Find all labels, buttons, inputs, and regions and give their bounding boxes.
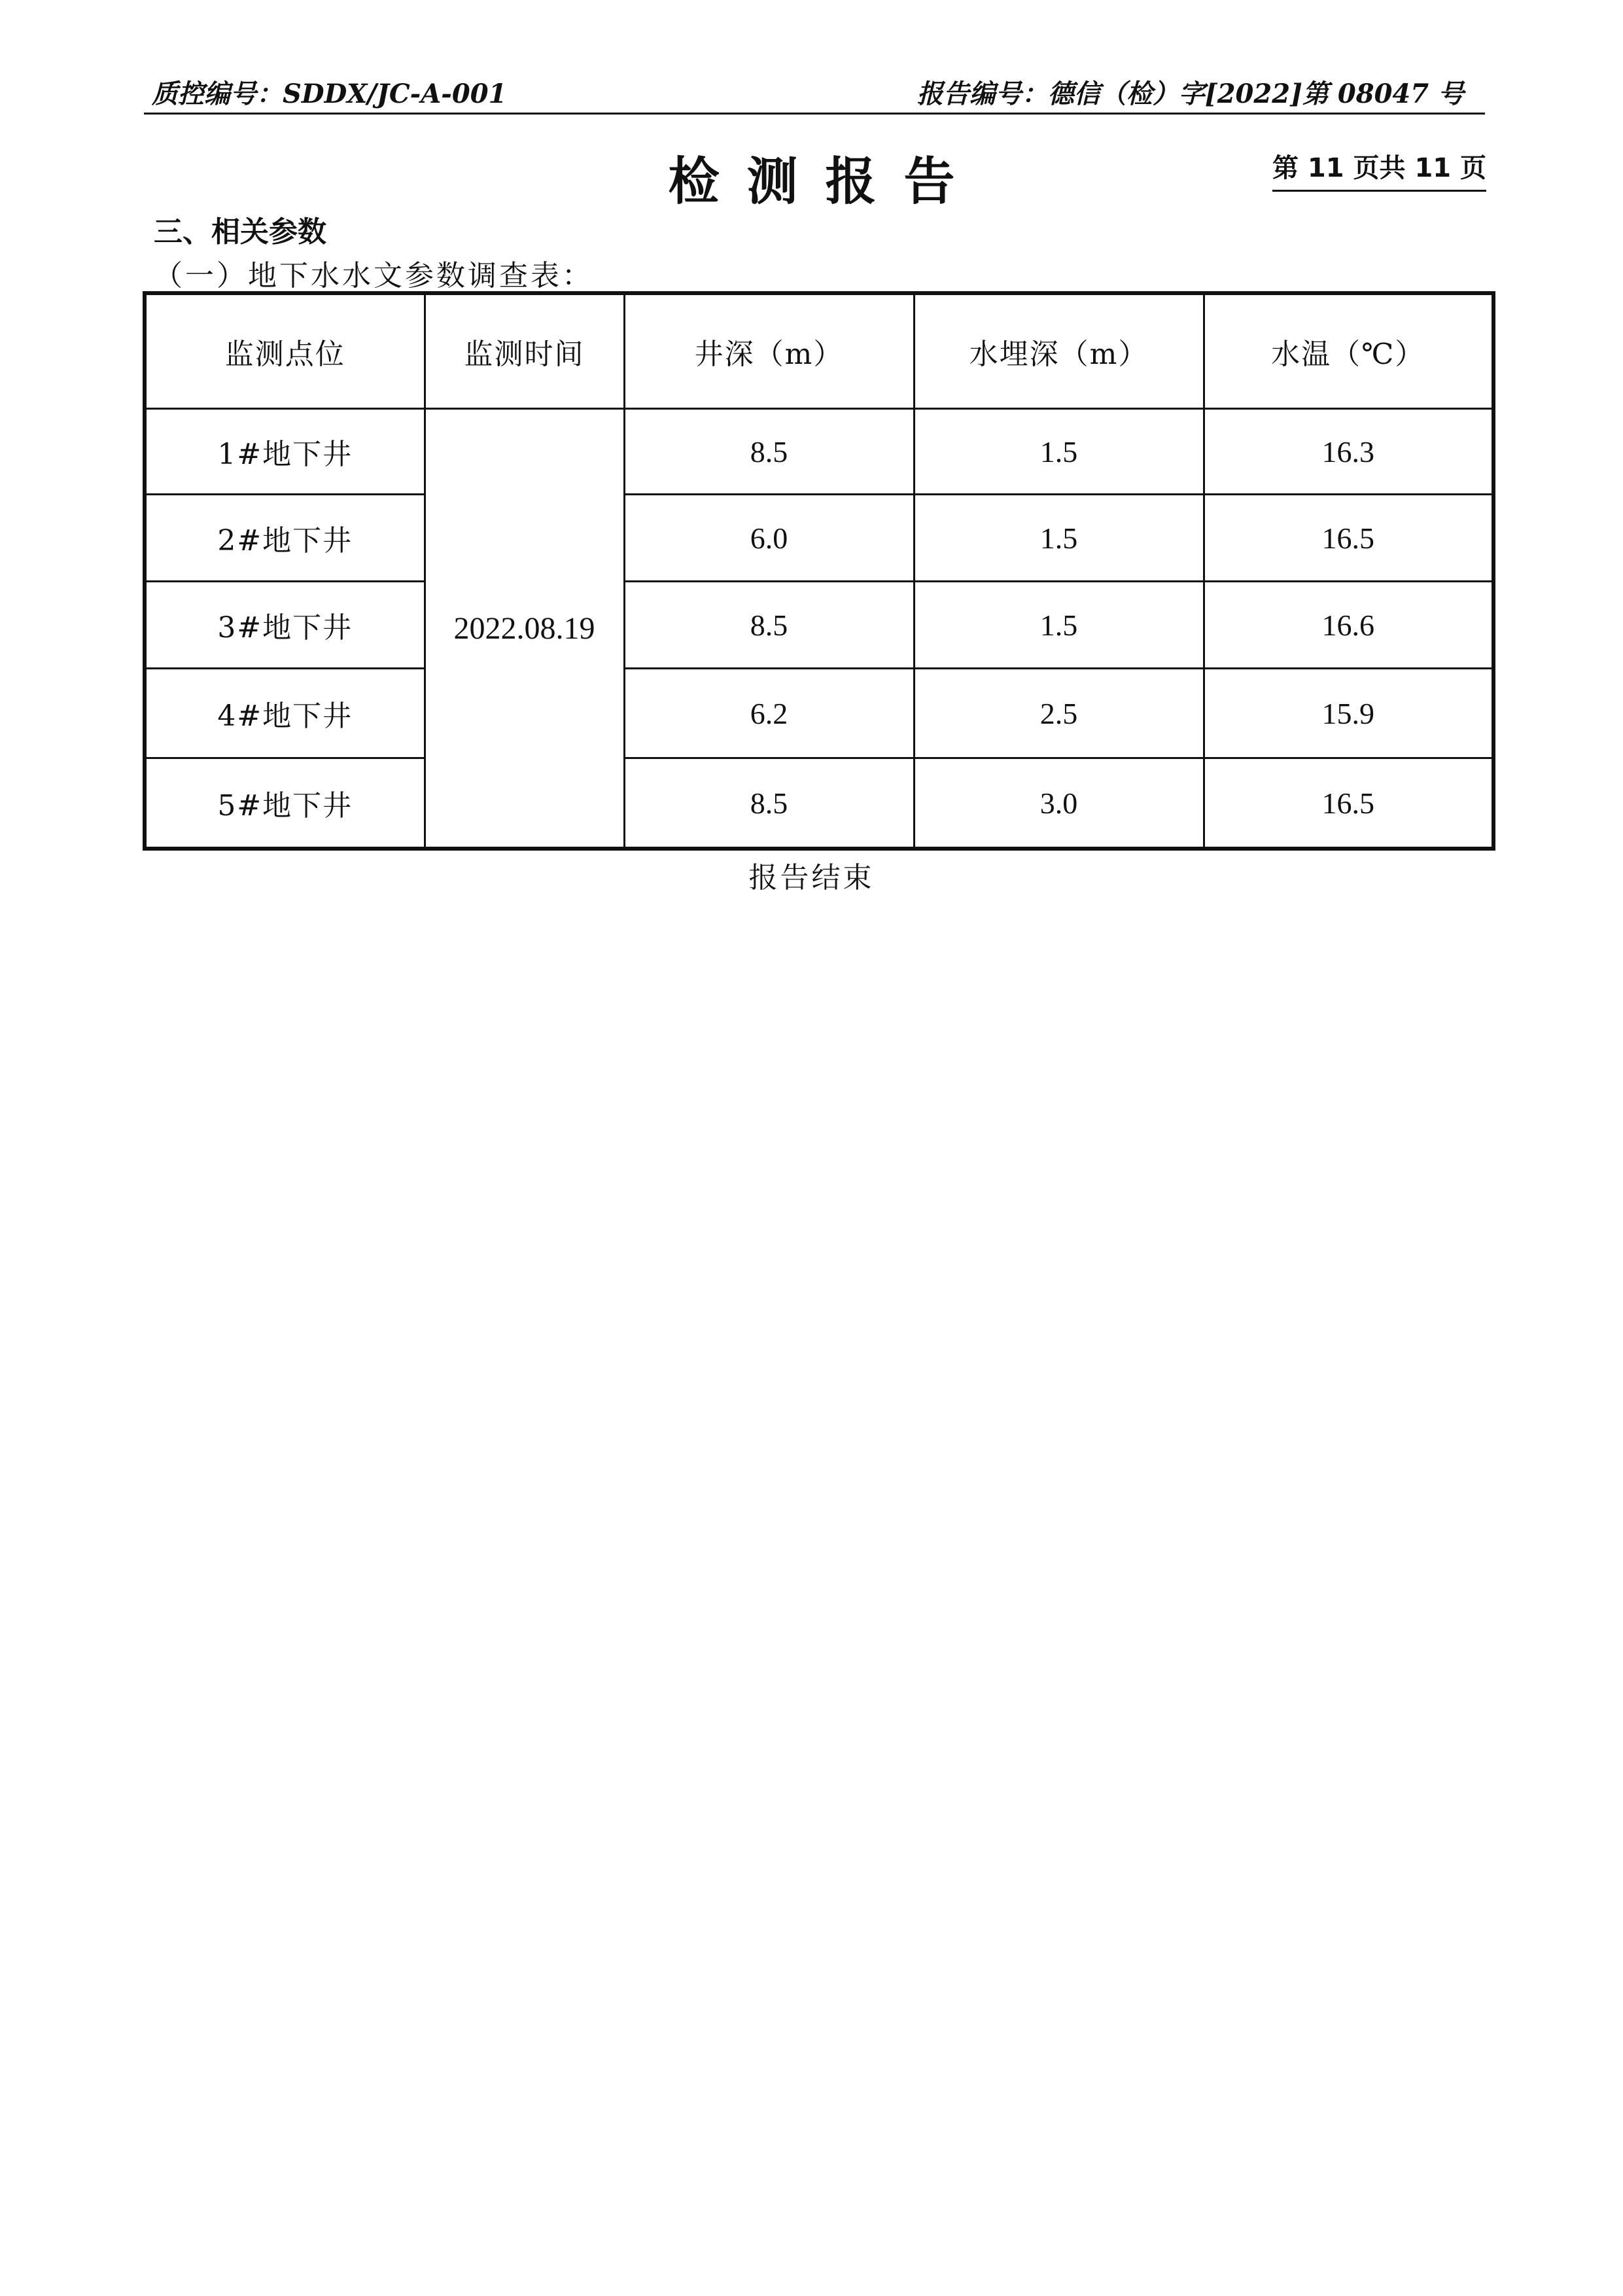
well-depth-cell: 8.5 xyxy=(624,582,914,669)
well-depth-cell: 8.5 xyxy=(624,409,914,495)
column-header-monitoring-time: 监测时间 xyxy=(425,293,624,409)
water-depth-cell: 2.5 xyxy=(914,669,1204,758)
monitoring-point-cell: 1#地下井 xyxy=(145,409,425,495)
table-row xyxy=(145,582,1493,669)
column-header-water-burial-depth: 水埋深（m） xyxy=(914,293,1204,409)
section-title: 三、相关参数 xyxy=(154,215,326,249)
table-row xyxy=(145,495,1493,582)
water-depth-cell: 1.5 xyxy=(914,495,1204,582)
monitoring-point-cell: 3#地下井 xyxy=(145,582,425,669)
water-depth-cell: 1.5 xyxy=(914,409,1204,495)
report-end-note: 报告结束 xyxy=(748,861,875,894)
column-header-monitoring-point: 监测点位 xyxy=(145,293,425,409)
column-header-water-temperature: 水温（℃） xyxy=(1204,293,1493,409)
water-temp-cell: 15.9 xyxy=(1204,669,1493,758)
monitoring-date-cell: 2022.08.19 xyxy=(425,409,624,849)
water-temp-cell: 16.5 xyxy=(1204,495,1493,582)
hydrology-table-container xyxy=(143,291,1492,851)
well-depth-cell: 6.2 xyxy=(624,669,914,758)
water-temp-cell: 16.5 xyxy=(1204,758,1493,849)
page-indicator: 第 11 页共 11 页 xyxy=(1272,147,1486,192)
water-temp-cell: 16.6 xyxy=(1204,582,1493,669)
subsection-title: （一）地下水水文参数调查表： xyxy=(154,259,593,292)
water-temp-cell: 16.3 xyxy=(1204,409,1493,495)
qc-number: 质控编号：SDDX/JC-A-001 xyxy=(152,79,507,109)
water-depth-cell: 1.5 xyxy=(914,582,1204,669)
monitoring-point-cell: 4#地下井 xyxy=(145,669,425,758)
column-header-well-depth: 井深（m） xyxy=(624,293,914,409)
document-title: 检测报告 xyxy=(668,152,983,211)
monitoring-point-cell: 2#地下井 xyxy=(145,495,425,582)
table-row xyxy=(145,669,1493,758)
header-divider xyxy=(144,113,1485,115)
hydrology-parameter-table xyxy=(143,291,1495,851)
monitoring-point-cell: 5#地下井 xyxy=(145,758,425,849)
water-depth-cell: 3.0 xyxy=(914,758,1204,849)
well-depth-cell: 8.5 xyxy=(624,758,914,849)
table-row xyxy=(145,409,1493,495)
well-depth-cell: 6.0 xyxy=(624,495,914,582)
table-row xyxy=(145,758,1493,849)
report-number: 报告编号：德信（检）字[2022]第 08047 号 xyxy=(916,79,1464,109)
table-header-row xyxy=(145,293,1493,409)
